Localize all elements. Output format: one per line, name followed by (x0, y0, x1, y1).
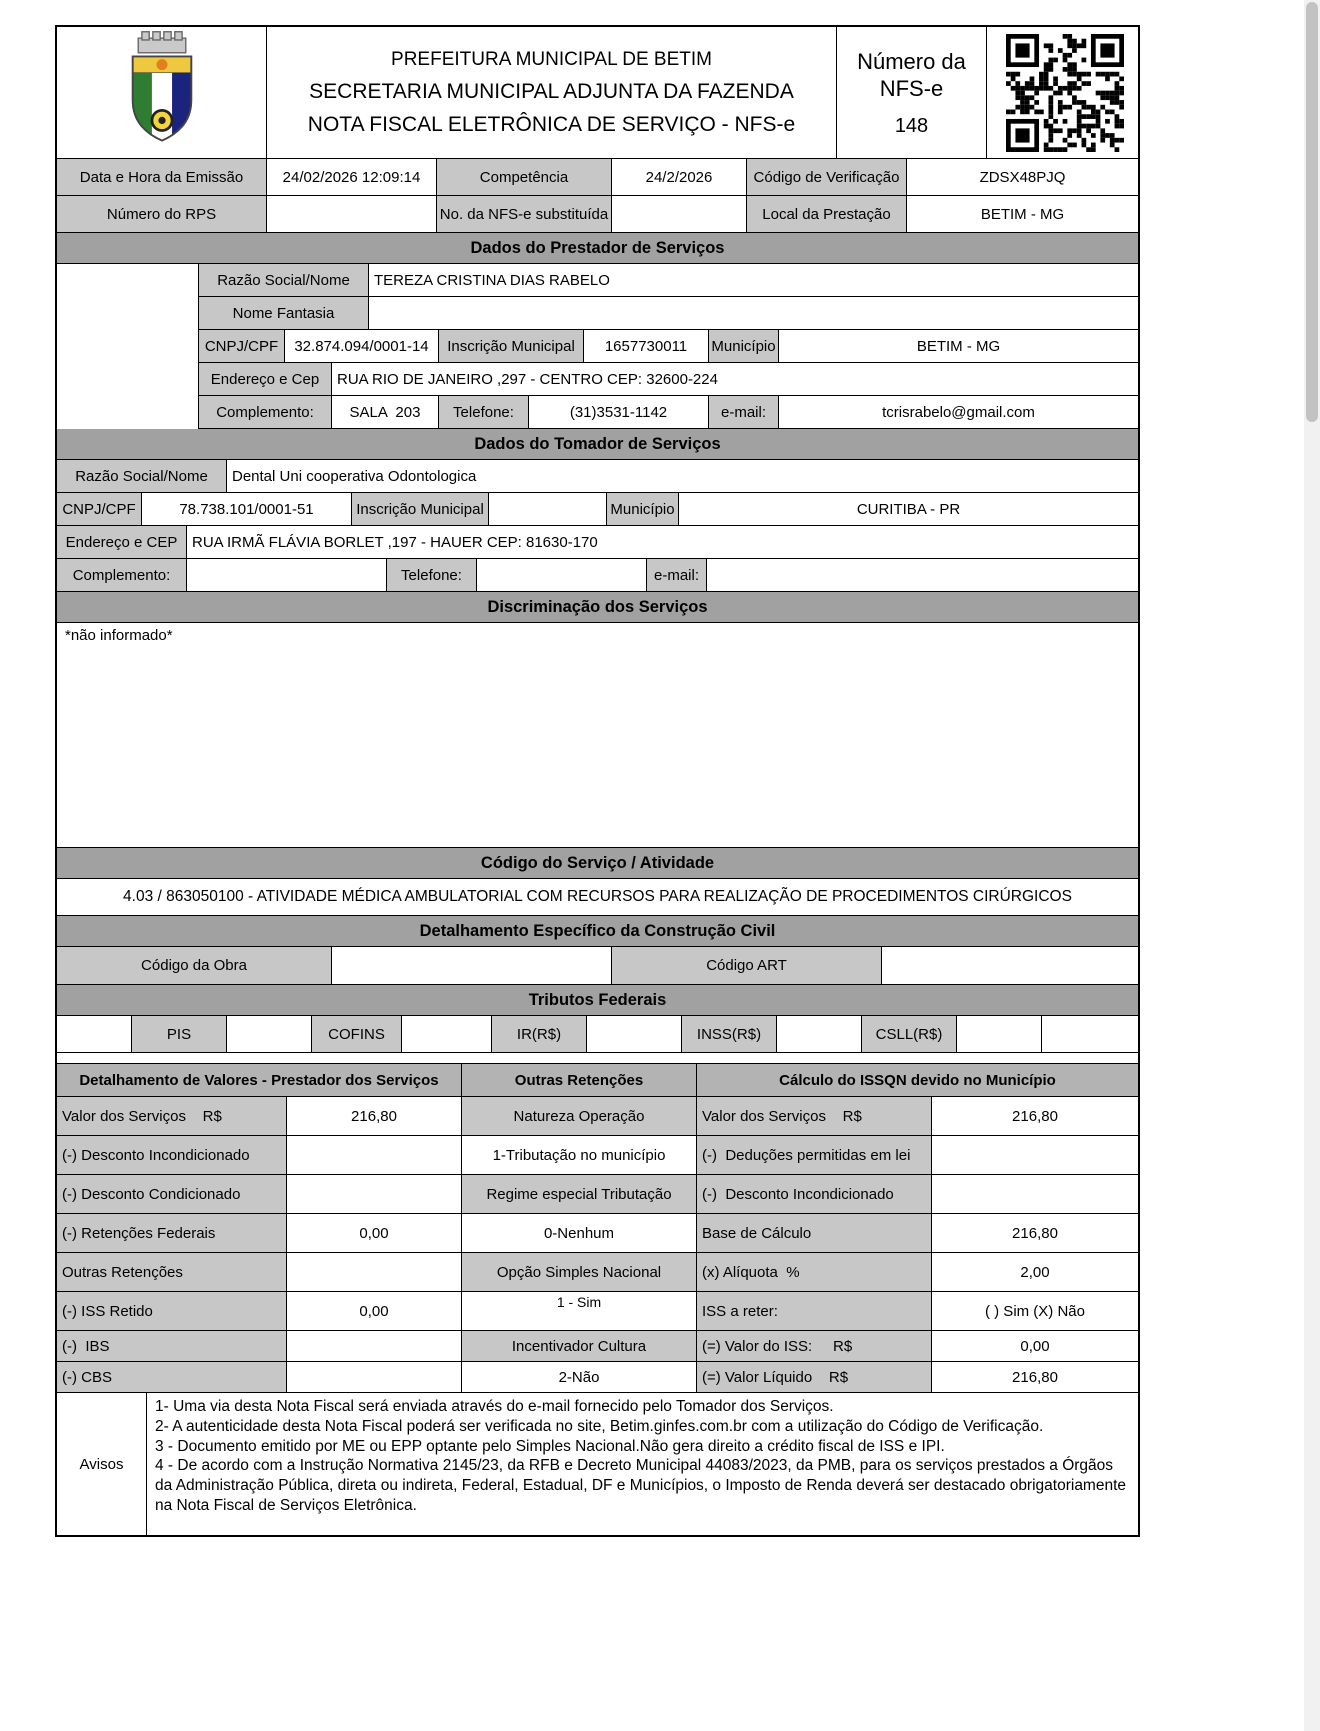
tomador-cnpj-row (57, 493, 1138, 526)
retencoes-federais-value: 0,00 (287, 1214, 462, 1252)
cofins-label: COFINS (312, 1016, 402, 1052)
valores-row-7 (57, 1331, 1138, 1362)
aviso-line-2: 2- A autenticidade desta Nota Fiscal poderá ser verificada no site, Betim.ginfes.com.br com a utilização do Código de Verificação. (155, 1417, 1044, 1435)
base-calculo-label: Base de Cálculo (697, 1214, 932, 1252)
nfse-number-value: 148 (894, 114, 929, 137)
codigo-obra-label: Código da Obra (57, 947, 332, 984)
aviso-line-4: 4 - De acordo com a Instrução Normativa 2145/23, da RFB e Decreto Municipal 44083/2023, da PMB, para os serviços prestados a Órgãos da Administração Pública, direta ou indireta, Federal, Estadual, DF e Municípios, o Imposto de Renda deverá ser destacado obrigatoriamente na Nota Fiscal de Serviços Eletrônica. (155, 1457, 1127, 1515)
rps-number-label: Número do RPS (57, 196, 267, 232)
tomador-telefone-value (477, 559, 647, 591)
retencoes-federais-label: (-) Retenções Federais (57, 1214, 287, 1252)
natureza-operacao-option: 1-Tributação no município (462, 1136, 697, 1174)
valor-iss-label: (=) Valor do ISS: R$ (697, 1331, 932, 1361)
valores-row-6 (57, 1292, 1138, 1331)
prestador-complemento-label: Complemento: (199, 396, 332, 428)
regime-especial-label: Regime especial Tributação (462, 1175, 697, 1213)
iss-a-reter-value: ( ) Sim (X) Não (984, 1302, 1085, 1320)
incentivador-cultura-label: Incentivador Cultura (462, 1331, 697, 1361)
prestador-municipio-value: BETIM - MG (916, 337, 1001, 355)
tomador-complemento-row (57, 559, 1138, 592)
emission-row-1 (57, 159, 1138, 196)
outras-retencoes-value (287, 1253, 462, 1291)
construcao-row (57, 947, 1138, 985)
section-title-atividade: Código do Serviço / Atividade (57, 848, 1138, 879)
valor-iss-value: 0,00 (1020, 1337, 1050, 1355)
iss-retido-label: (-) ISS Retido (57, 1292, 287, 1330)
cbs-value (287, 1362, 462, 1392)
avisos-label: Avisos (57, 1393, 147, 1535)
deducoes-lei-value (932, 1136, 1138, 1174)
tributos-row (57, 1016, 1138, 1053)
issqn-valor-servicos-value: 216,80 (1012, 1107, 1058, 1125)
section-title-tomador: Dados do Tomador de Serviços (57, 429, 1138, 460)
valores-row-5 (57, 1253, 1138, 1292)
outras-retencoes-label: Outras Retenções (57, 1253, 287, 1291)
pis-value (227, 1016, 312, 1052)
valores-row-8 (57, 1362, 1138, 1393)
betim-coat-of-arms-icon (107, 29, 217, 157)
tomador-municipio-label: Município (607, 493, 679, 525)
emission-date-label: Data e Hora da Emissão (57, 159, 267, 195)
tomador-razao-row (57, 460, 1138, 493)
aliquota-label: (x) Alíquota % (697, 1253, 932, 1291)
desconto-incondicionado-value (287, 1136, 462, 1174)
issqn-desconto-incondicionado-value (932, 1175, 1138, 1213)
valor-servicos-value: 216,80 (287, 1097, 462, 1135)
col1-header: Detalhamento de Valores - Prestador dos Serviços (57, 1064, 462, 1096)
nfse-document (55, 25, 1140, 1537)
prestador-razao-label: Razão Social/Nome (199, 264, 369, 296)
prestador-fantasia-label: Nome Fantasia (199, 297, 369, 329)
qr-cell (987, 27, 1142, 158)
col3-header: Cálculo do ISSQN devido no Município (697, 1064, 1138, 1096)
discriminacao-content: *não informado* (57, 623, 1138, 848)
prestador-municipio-label: Município (709, 330, 779, 362)
prestador-complemento-row (199, 396, 1138, 429)
tomador-endereco-row (57, 526, 1138, 559)
prestador-endereco-value: RUA RIO DE JANEIRO ,297 - CENTRO CEP: 32600-224 (337, 370, 718, 388)
iss-retido-value: 0,00 (287, 1292, 462, 1330)
ir-value (587, 1016, 682, 1052)
valor-liquido-label: (=) Valor Líquido R$ (697, 1362, 932, 1392)
valor-servicos-label: Valor dos Serviços R$ (57, 1097, 287, 1135)
desconto-incondicionado-label: (-) Desconto Incondicionado (57, 1136, 287, 1174)
verification-code-value: ZDSX48PJQ (979, 168, 1066, 186)
aviso-line-3: 3 - Documento emitido por ME ou EPP optante pelo Simples Nacional.Não gera direito a crédito fiscal de ISS e IPI. (155, 1437, 945, 1455)
aliquota-value: 2,00 (1020, 1263, 1050, 1281)
prestador-razao-row (199, 264, 1138, 297)
codigo-obra-value (332, 947, 612, 984)
avisos-text (147, 1393, 1138, 1535)
tomador-razao-label: Razão Social/Nome (57, 460, 227, 492)
section-title-prestador: Dados do Prestador de Serviços (57, 233, 1138, 264)
csll-label: CSLL(R$) (862, 1016, 957, 1052)
prestador-endereco-row (199, 363, 1138, 396)
coat-of-arms-cell (57, 27, 267, 158)
desconto-condicionado-label: (-) Desconto Condicionado (57, 1175, 287, 1213)
ibs-value (287, 1331, 462, 1361)
scrollbar-track[interactable] (1304, 0, 1320, 1731)
prestador-endereco-label: Endereço e Cep (199, 363, 332, 395)
regime-especial-option: 0-Nenhum (462, 1214, 697, 1252)
valores-row-3 (57, 1175, 1138, 1214)
section-title-construcao: Detalhamento Específico da Construção Civil (57, 916, 1138, 947)
issqn-valor-servicos-label: Valor dos Serviços R$ (697, 1097, 932, 1135)
inss-value (777, 1016, 862, 1052)
valores-column-headers (57, 1063, 1138, 1097)
ir-label: IR(R$) (492, 1016, 587, 1052)
issqn-desconto-incondicionado-label: (-) Desconto Incondicionado (697, 1175, 932, 1213)
valores-row-2 (57, 1136, 1138, 1175)
natureza-operacao-label: Natureza Operação (462, 1097, 697, 1135)
tributos-lead-filler (57, 1016, 132, 1052)
prestador-email-label: e-mail: (709, 396, 779, 428)
section-title-tributos: Tributos Federais (57, 985, 1138, 1016)
local-prestacao-value: BETIM - MG (980, 205, 1065, 223)
valor-liquido-value: 216,80 (1012, 1368, 1058, 1386)
tomador-im-value (489, 493, 607, 525)
tomador-complemento-label: Complemento: (57, 559, 187, 591)
header-title-line3: NOTA FISCAL ELETRÔNICA DE SERVIÇO - NFS-e (307, 112, 796, 136)
nfse-substituida-label: No. da NFS-e substituída (437, 196, 612, 232)
tomador-endereco-label: Endereço e CEP (57, 526, 187, 558)
valores-row-4 (57, 1214, 1138, 1253)
tomador-im-label: Inscrição Municipal (352, 493, 489, 525)
header-title-line1: PREFEITURA MUNICIPAL DE BETIM (391, 48, 712, 70)
csll-value (957, 1016, 1042, 1052)
prestador-im-label: Inscrição Municipal (439, 330, 584, 362)
prestador-fantasia-row (199, 297, 1138, 330)
nfse-number-cell (837, 27, 987, 158)
tomador-email-label: e-mail: (647, 559, 707, 591)
prestador-telefone-label: Telefone: (439, 396, 529, 428)
prestador-email-value: tcrisrabelo@gmail.com (882, 403, 1035, 421)
tributos-tail-filler (1042, 1016, 1138, 1052)
competencia-value: 24/2/2026 (612, 159, 747, 195)
rps-number-value (267, 196, 437, 232)
section-gap (57, 1053, 1138, 1063)
prestador-telefone-value: (31)3531-1142 (529, 396, 709, 428)
cofins-value (402, 1016, 492, 1052)
header-titles (267, 27, 837, 158)
prestador-section (57, 264, 1138, 429)
inss-label: INSS(R$) (682, 1016, 777, 1052)
qr-code-icon (1006, 34, 1124, 152)
nfse-number-label: Número da NFS-e (857, 48, 966, 101)
tomador-cnpj-value: 78.738.101/0001-51 (142, 493, 352, 525)
valores-row-1 (57, 1097, 1138, 1136)
emission-row-2 (57, 196, 1138, 233)
atividade-row (57, 879, 1138, 916)
incentivador-cultura-option: 2-Não (462, 1362, 697, 1392)
local-prestacao-label: Local da Prestação (747, 196, 907, 232)
deducoes-lei-label: (-) Deduções permitidas em lei (697, 1136, 932, 1174)
ibs-label: (-) IBS (57, 1331, 287, 1361)
prestador-cnpj-row (199, 330, 1138, 363)
opcao-simples-option: 1 - Sim (462, 1292, 697, 1330)
desconto-condicionado-value (287, 1175, 462, 1213)
prestador-cnpj-label: CNPJ/CPF (199, 330, 285, 362)
emission-date-value: 24/02/2026 12:09:14 (267, 159, 437, 195)
col2-header: Outras Retenções (462, 1064, 697, 1096)
tomador-endereco-value: RUA IRMÃ FLÁVIA BORLET ,197 - HAUER CEP: 81630-170 (192, 533, 598, 551)
tomador-municipio-value: CURITIBA - PR (856, 500, 961, 518)
pis-label: PIS (132, 1016, 227, 1052)
prestador-cnpj-value: 32.874.094/0001-14 (285, 330, 439, 362)
atividade-value: 4.03 / 863050100 - ATIVIDADE MÉDICA AMBULATORIAL COM RECURSOS PARA REALIZAÇÃO DE PROCEDIMENTOS CIRÚRGICOS (123, 888, 1072, 905)
iss-a-reter-label: ISS a reter: (697, 1292, 932, 1330)
section-title-discriminacao: Discriminação dos Serviços (57, 592, 1138, 623)
prestador-fantasia-value (369, 297, 1138, 329)
document-header (57, 27, 1138, 159)
avisos-section (57, 1393, 1138, 1535)
tomador-email-value (707, 559, 1138, 591)
verification-code-label: Código de Verificação (747, 159, 907, 195)
scrollbar-thumb[interactable] (1306, 2, 1318, 422)
base-calculo-value: 216,80 (1012, 1224, 1058, 1242)
codigo-art-label: Código ART (612, 947, 882, 984)
cbs-label: (-) CBS (57, 1362, 287, 1392)
opcao-simples-label: Opção Simples Nacional (462, 1253, 697, 1291)
tomador-razao-value: Dental Uni cooperativa Odontologica (232, 467, 477, 485)
prestador-left-spacer (57, 264, 199, 429)
competencia-label: Competência (437, 159, 612, 195)
tomador-complemento-value (187, 559, 387, 591)
prestador-razao-value: TEREZA CRISTINA DIAS RABELO (374, 271, 610, 289)
aviso-line-1: 1- Uma via desta Nota Fiscal será enviada através do e-mail fornecido pelo Tomador dos Serviços. (155, 1398, 834, 1415)
tomador-cnpj-label: CNPJ/CPF (57, 493, 142, 525)
header-title-line2: SECRETARIA MUNICIPAL ADJUNTA DA FAZENDA (309, 79, 794, 103)
codigo-art-value (882, 947, 1138, 984)
prestador-im-value: 1657730011 (584, 330, 709, 362)
tomador-telefone-label: Telefone: (387, 559, 477, 591)
prestador-complemento-value: SALA 203 (332, 396, 439, 428)
nfse-substituida-value (612, 196, 747, 232)
